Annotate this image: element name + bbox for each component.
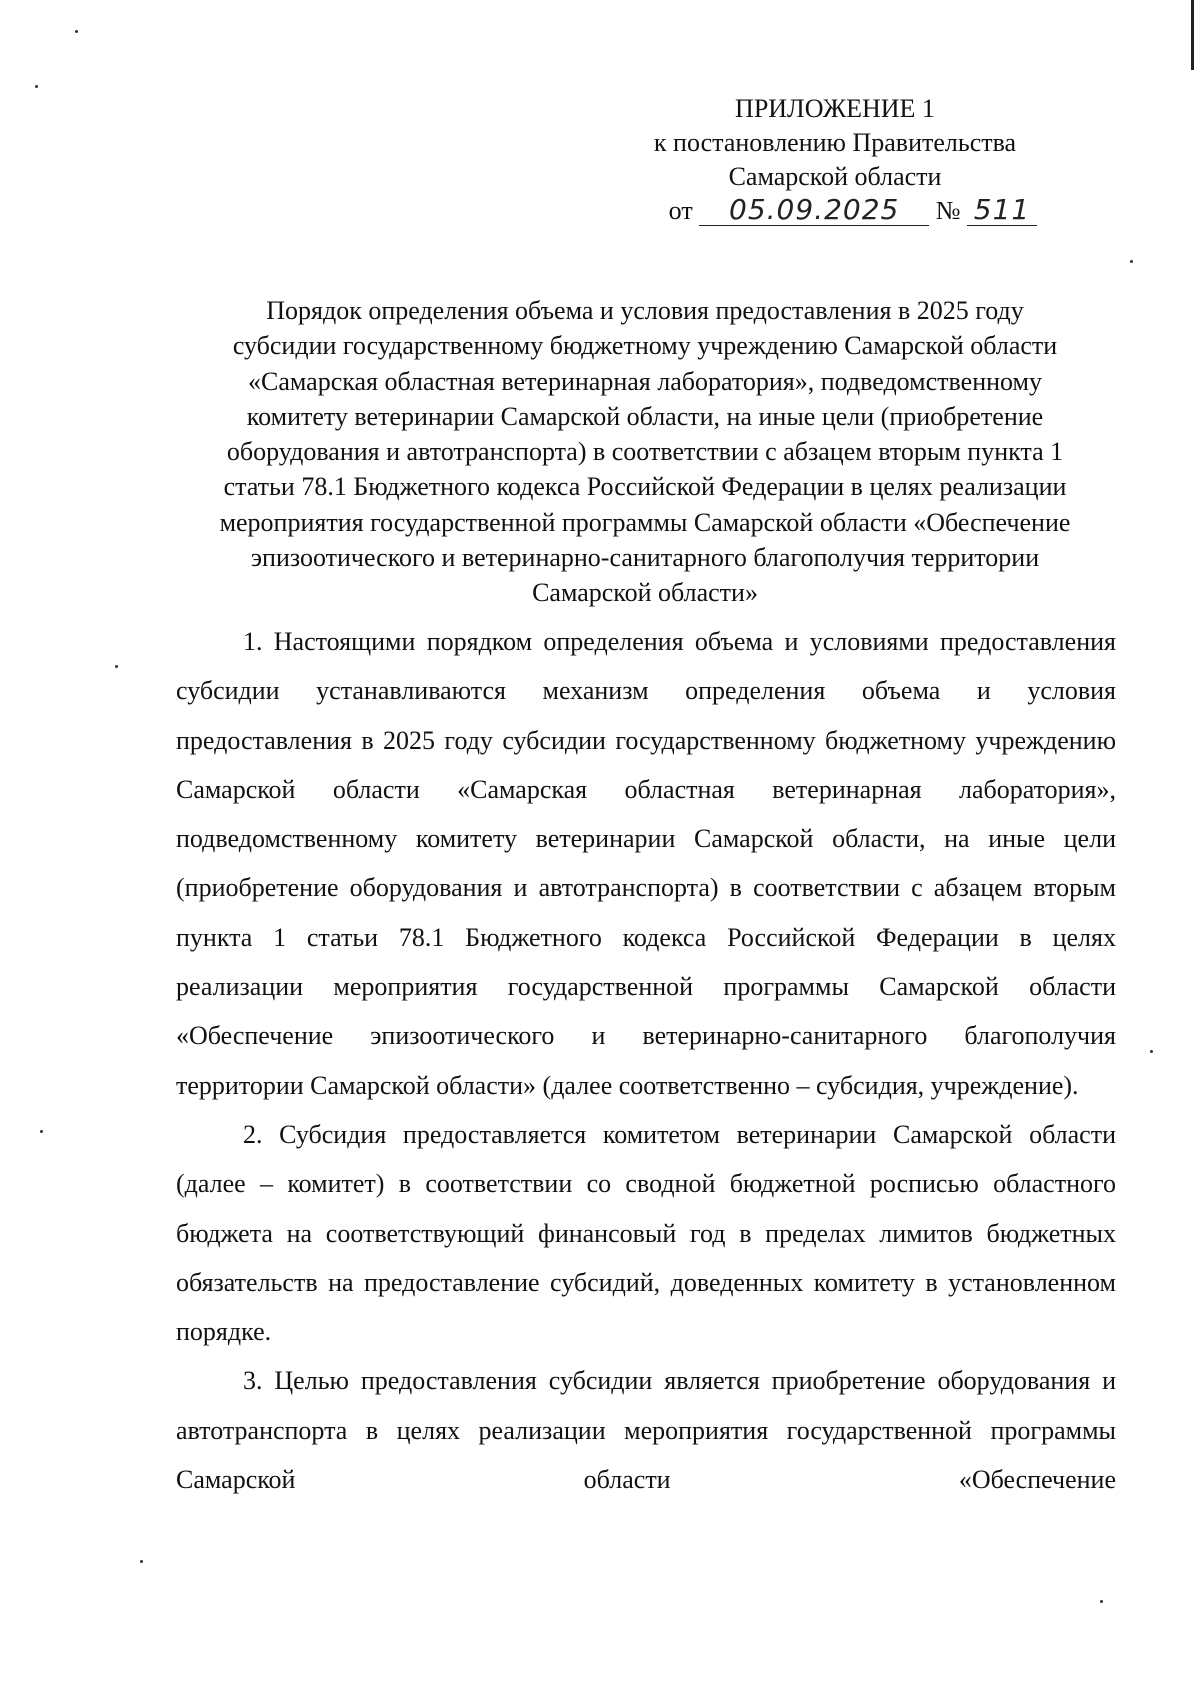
scan-speck — [1150, 1050, 1153, 1053]
appendix-header — [585, 92, 1085, 228]
document-title — [170, 293, 1120, 611]
appendix-title: ПРИЛОЖЕНИЕ 1 — [735, 94, 935, 123]
appendix-date-line — [585, 194, 1085, 228]
title-line: оборудования и автотранспорта) в соответствии с абзацем вторым пункта 1 — [226, 437, 1064, 467]
date-prefix: от — [668, 196, 693, 225]
title-line: субсидии государственному бюджетному учреждению Самарской области — [232, 331, 1058, 361]
scan-edge-line — [1191, 0, 1194, 70]
scan-speck — [115, 665, 118, 668]
appendix-region-line: Самарской области — [728, 162, 942, 191]
document-body — [176, 617, 1116, 1504]
scan-speck — [1100, 1600, 1103, 1603]
title-line: эпизоотического и ветеринарно-санитарного благополучия территории — [250, 543, 1040, 573]
title-line: мероприятия государственной программы Самарской области «Обеспечение — [219, 507, 1071, 537]
title-line: статьи 78.1 Бюджетного кодекса Российской Федерации в целях реализации — [223, 472, 1067, 502]
scan-speck — [1130, 260, 1133, 263]
title-line: «Самарская областная ветеринарная лаборатория», подведомственному — [248, 366, 1042, 396]
paragraph-1: 1. Настоящими порядком определения объема и условиями предоставления субсидии устанавливаются механизм определения объема и условия предоставления в 2025 году субсидии государственному бюджетному учреждению Самарской области «Самарская областная ветеринарная лаборатория», подведомственному комитету ветеринарии Самарской области, на иные цели (приобретение оборудования и автотранспорта) в соответствии с абзацем вторым пункта 1 статьи 78.1 Бюджетного кодекса Российской Федерации в целях реализации мероприятия государственной программы Самарской области «Обеспечение эпизоотического и ветеринарно-санитарного благополучия территории Самарской области» (далее соответственно – субсидия, учреждение). — [176, 627, 1116, 1100]
handwritten-date: 05.09.2025 — [699, 195, 929, 226]
title-line: Самарской области» — [532, 578, 758, 608]
number-sign: № — [935, 196, 961, 225]
appendix-resolution-line: к постановлению Правительства — [653, 128, 1017, 157]
title-line: комитету ветеринарии Самарской области, на иные цели (приобретение — [246, 401, 1044, 431]
title-line: Порядок определения объема и условия предоставления в 2025 году — [266, 296, 1024, 325]
paragraph-2: 2. Субсидия предоставляется комитетом ветеринарии Самарской области (далее – комитет) в соответствии со сводной бюджетной росписью областного бюджета на соответствующий финансовый год в пределах лимитов бюджетных обязательств на предоставление субсидий, доведенных комитету в установленном порядке. — [176, 1119, 1116, 1347]
scan-speck — [40, 1130, 43, 1133]
scan-speck — [35, 85, 38, 88]
scan-speck — [75, 30, 78, 33]
handwritten-number: 511 — [967, 195, 1037, 226]
paragraph-3: 3. Целью предоставления субсидии является приобретение оборудования и автотранспорта в целях реализации мероприятия государственной программы Самарской области «Обеспечение — [176, 1366, 1116, 1495]
scan-speck — [140, 1560, 143, 1563]
